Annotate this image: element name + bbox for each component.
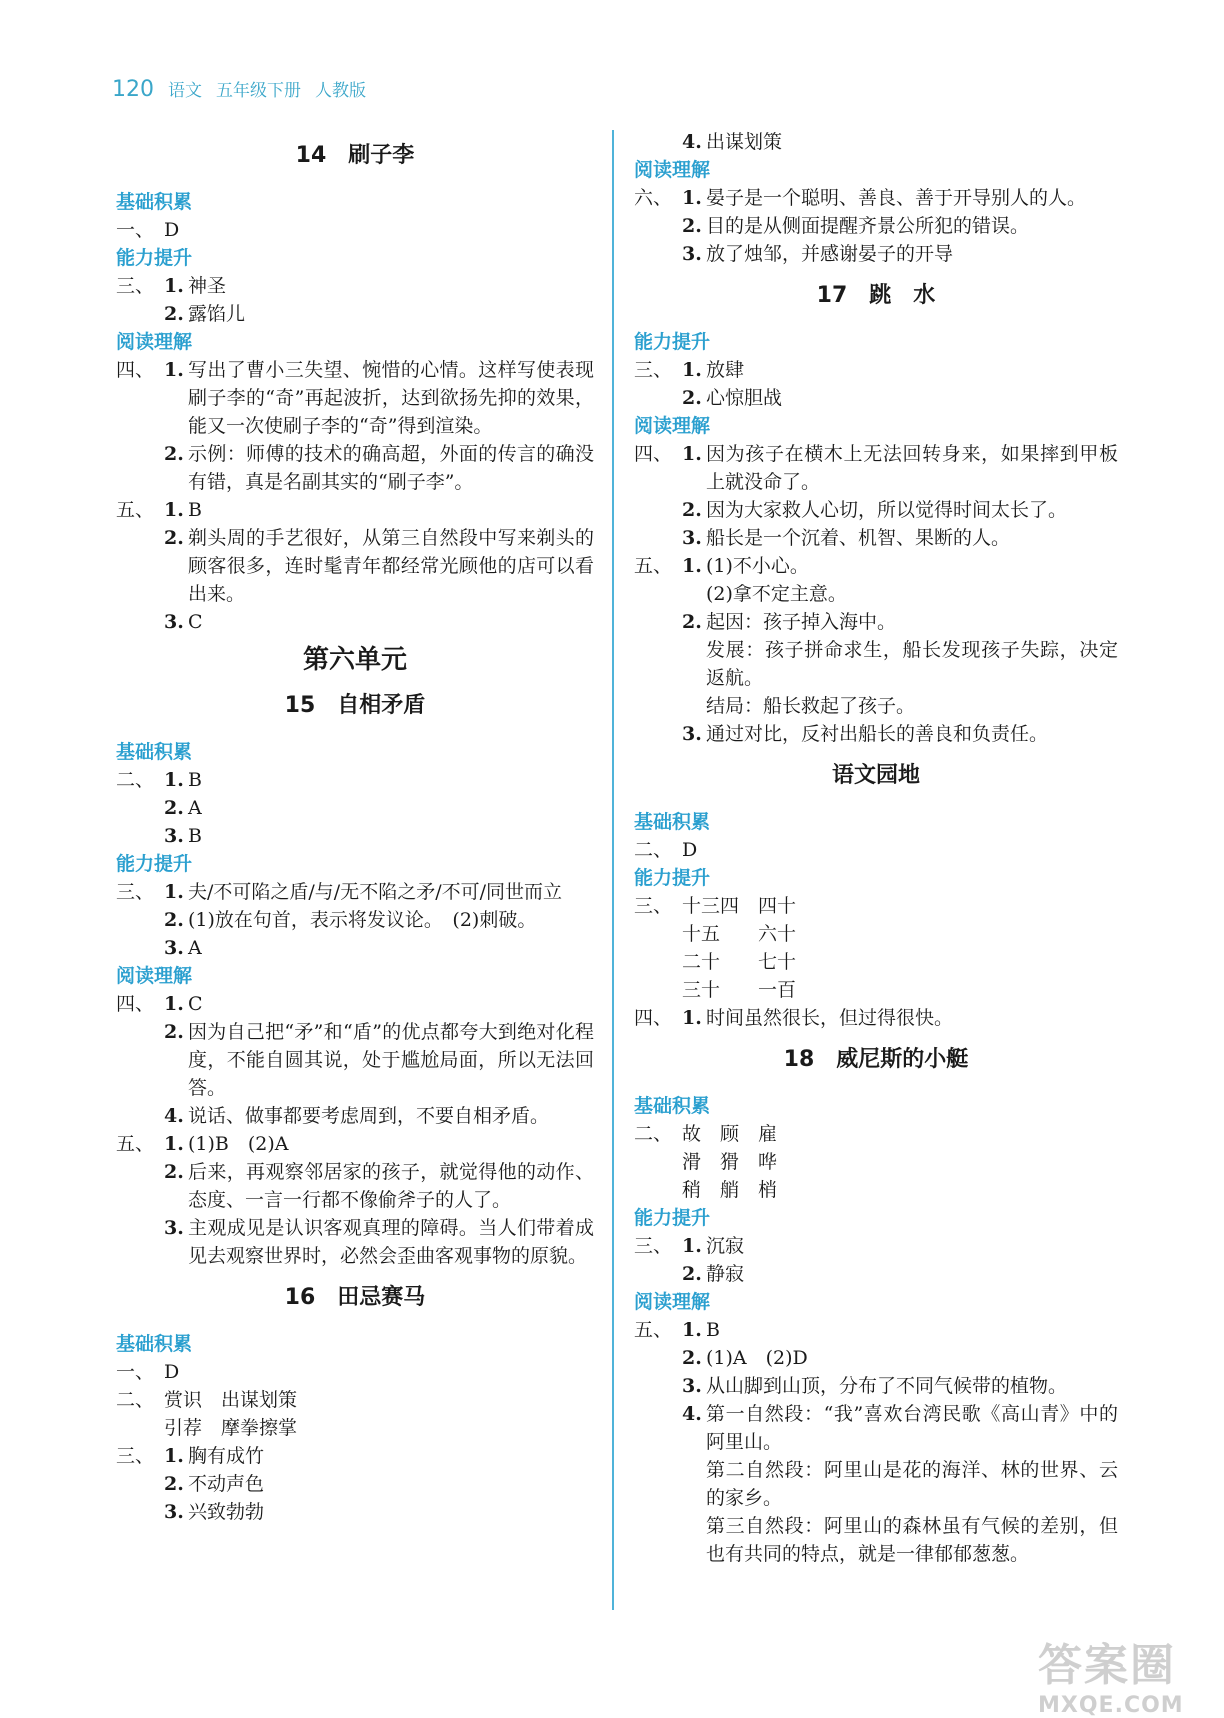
answer-line: 3. 主观成见是认识客观真理的障碍。当人们带着成见去观察世界时，必然会歪曲客观事物的原貌。 <box>164 1217 594 1267</box>
section-heading: 基础积累 <box>116 1333 193 1355</box>
edition-label: 人教版 <box>315 81 366 101</box>
lesson-title-14: 14 刷子李 <box>295 143 415 168</box>
garden-title: 语文园地 <box>831 763 920 788</box>
answer-line: 三、 十三四 四十 <box>634 895 797 917</box>
lesson-title-17: 17 跳 水 <box>816 283 936 308</box>
section-heading: 基础积累 <box>634 811 711 833</box>
answer-line: 2. 露馅儿 <box>164 303 246 325</box>
watermark-logo-text: 答案圈 <box>1038 1640 1176 1691</box>
column-divider <box>612 130 614 1610</box>
answer-line: 3. 从山脚到山顶，分布了不同气候带的植物。 <box>682 1375 1068 1397</box>
page-header <box>112 76 366 102</box>
answer-line: 2. 示例：师傅的技术的确高超，外面的传言的确没有错，真是名副其实的“刷子李”。 <box>164 443 594 493</box>
section-heading: 基础积累 <box>116 741 193 763</box>
lesson-title-16: 16 田忌赛马 <box>284 1285 426 1310</box>
section-heading: 能力提升 <box>634 331 711 353</box>
answer-line: 六、 1. 晏子是一个聪明、善良、善于开导别人的人。 <box>634 187 1087 209</box>
answer-line: 2. 不动声色 <box>164 1473 265 1495</box>
answer-line: 四、 1. 写出了曹小三失望、惋惜的心情。这样写使表现刷子李的“奇”再起波折，达到欲扬先抑的效果，能又一次使刷子李的“奇”得到渲染。 <box>116 359 594 437</box>
section-heading: 阅读理解 <box>634 415 711 437</box>
answer-line: 三、 1. 沉寂 <box>634 1235 745 1257</box>
answer-line: 十五 六十 <box>682 923 797 945</box>
unit-title: 第六单元 <box>302 645 407 675</box>
section-heading: 基础积累 <box>634 1095 711 1117</box>
answer-line: 3. 放了烛邹，并感谢晏子的开导 <box>682 243 954 265</box>
left-column <box>116 128 594 1526</box>
answer-line: 3. B <box>164 825 202 847</box>
section-heading: 能力提升 <box>116 247 193 269</box>
answer-line: 2. 心惊胆战 <box>682 387 783 409</box>
answer-line: 四、 1. 时间虽然很长，但过得很快。 <box>634 1007 954 1029</box>
answer-line: 五、 1. B <box>116 499 202 521</box>
answer-line: 2. (1)A (2)D <box>682 1347 808 1369</box>
answer-line: 3. 通过对比，反衬出船长的善良和负责任。 <box>682 723 1049 745</box>
answer-line: 4. 出谋划策 <box>682 131 783 153</box>
section-heading: 基础积累 <box>116 191 193 213</box>
answer-line: 2. A <box>164 797 202 819</box>
answer-line: 三、 1. 胸有成竹 <box>116 1445 265 1467</box>
answer-line: 第二自然段：阿里山是花的海洋、林的世界、云的家乡。 <box>706 1459 1118 1509</box>
answer-line: 3. A <box>164 937 202 959</box>
answer-line: 2. 剃头周的手艺很好，从第三自然段中写来剃头的顾客很多，连时髦青年都经常光顾他的店可以看出来。 <box>164 527 594 605</box>
section-heading: 能力提升 <box>116 853 193 875</box>
watermark-url: MXQE.COM <box>1038 1693 1184 1718</box>
answer-line: 第三自然段：阿里山的森林虽有气候的差别，但也有共同的特点，就是一律郁郁葱葱。 <box>706 1515 1118 1565</box>
answer-line: 2. 目的是从侧面提醒齐景公所犯的错误。 <box>682 215 1030 237</box>
section-heading: 阅读理解 <box>634 1291 711 1313</box>
section-heading: 能力提升 <box>634 1207 711 1229</box>
lesson-title-15: 15 自相矛盾 <box>284 693 426 718</box>
answer-line: 一、 D <box>116 1361 180 1383</box>
answer-line: 2. 静寂 <box>682 1263 745 1285</box>
answer-line: 4. 第一自然段：“我”喜欢台湾民歌《高山青》中的阿里山。 <box>682 1403 1118 1453</box>
right-column <box>634 128 1118 1568</box>
answer-line: 4. 说话、做事都要考虑周到，不要自相矛盾。 <box>164 1105 550 1127</box>
answer-line: 二、 赏识 出谋划策 <box>116 1389 298 1411</box>
answer-line: 结局：船长救起了孩子。 <box>706 695 916 717</box>
answer-line: 三、 1. 神圣 <box>116 275 227 297</box>
site-watermark <box>1038 1629 1208 1718</box>
section-heading: 阅读理解 <box>116 331 193 353</box>
answer-line: 二、 故 顾 雇 <box>634 1123 778 1145</box>
answer-line: 3. C <box>164 611 203 633</box>
page-number: 120 <box>112 77 154 102</box>
answer-line: 2. (1)放在句首，表示将发议论。 (2)刺破。 <box>164 909 537 931</box>
answer-line: 引荐 摩拳擦掌 <box>164 1417 298 1439</box>
answer-line: 三、 1. 夫/不可陷之盾/与/无不陷之矛/不可/同世而立 <box>116 881 563 903</box>
answer-line: 3. 兴致勃勃 <box>164 1501 265 1523</box>
answer-line: 三十 一百 <box>682 979 797 1001</box>
subject-label: 语文 <box>168 81 202 101</box>
answer-line: 三、 1. 放肆 <box>634 359 745 381</box>
answer-line: (2)拿不定主意。 <box>706 583 847 605</box>
answer-line: 一、 D <box>116 219 180 241</box>
answer-line: 2. 因为大家救人心切，所以觉得时间太长了。 <box>682 499 1068 521</box>
answer-line: 稍 艄 梢 <box>682 1179 778 1201</box>
section-heading: 阅读理解 <box>116 965 193 987</box>
answer-line: 2. 因为自己把“矛”和“盾”的优点都夸大到绝对化程度，不能自圆其说，处于尴尬局面，所以无法回答。 <box>164 1021 594 1099</box>
answer-line: 二十 七十 <box>682 951 797 973</box>
answer-line: 五、 1. B <box>634 1319 720 1341</box>
answer-line: 二、 1. B <box>116 769 202 791</box>
answer-line: 四、 1. 因为孩子在横木上无法回转身来，如果摔到甲板上就没命了。 <box>634 443 1118 493</box>
answer-line: 2. 后来，再观察邻居家的孩子，就觉得他的动作、态度、一言一行都不像偷斧子的人了。 <box>164 1161 594 1211</box>
section-heading: 阅读理解 <box>634 159 711 181</box>
answer-line: 五、 1. (1)不小心。 <box>634 555 809 577</box>
answer-line: 四、 1. C <box>116 993 203 1015</box>
answer-line: 2. 起因：孩子掉入海中。 <box>682 611 897 633</box>
grade-label: 五年级下册 <box>216 81 301 101</box>
answer-line: 3. 船长是一个沉着、机智、果断的人。 <box>682 527 1011 549</box>
section-heading: 能力提升 <box>634 867 711 889</box>
answer-line: 五、 1. (1)B (2)A <box>116 1133 289 1155</box>
lesson-title-18: 18 威尼斯的小艇 <box>783 1047 969 1072</box>
answer-line: 滑 猾 哗 <box>682 1151 778 1173</box>
answer-line: 二、 D <box>634 839 698 861</box>
answer-line: 发展：孩子拼命求生，船长发现孩子失踪，决定返航。 <box>706 639 1118 689</box>
